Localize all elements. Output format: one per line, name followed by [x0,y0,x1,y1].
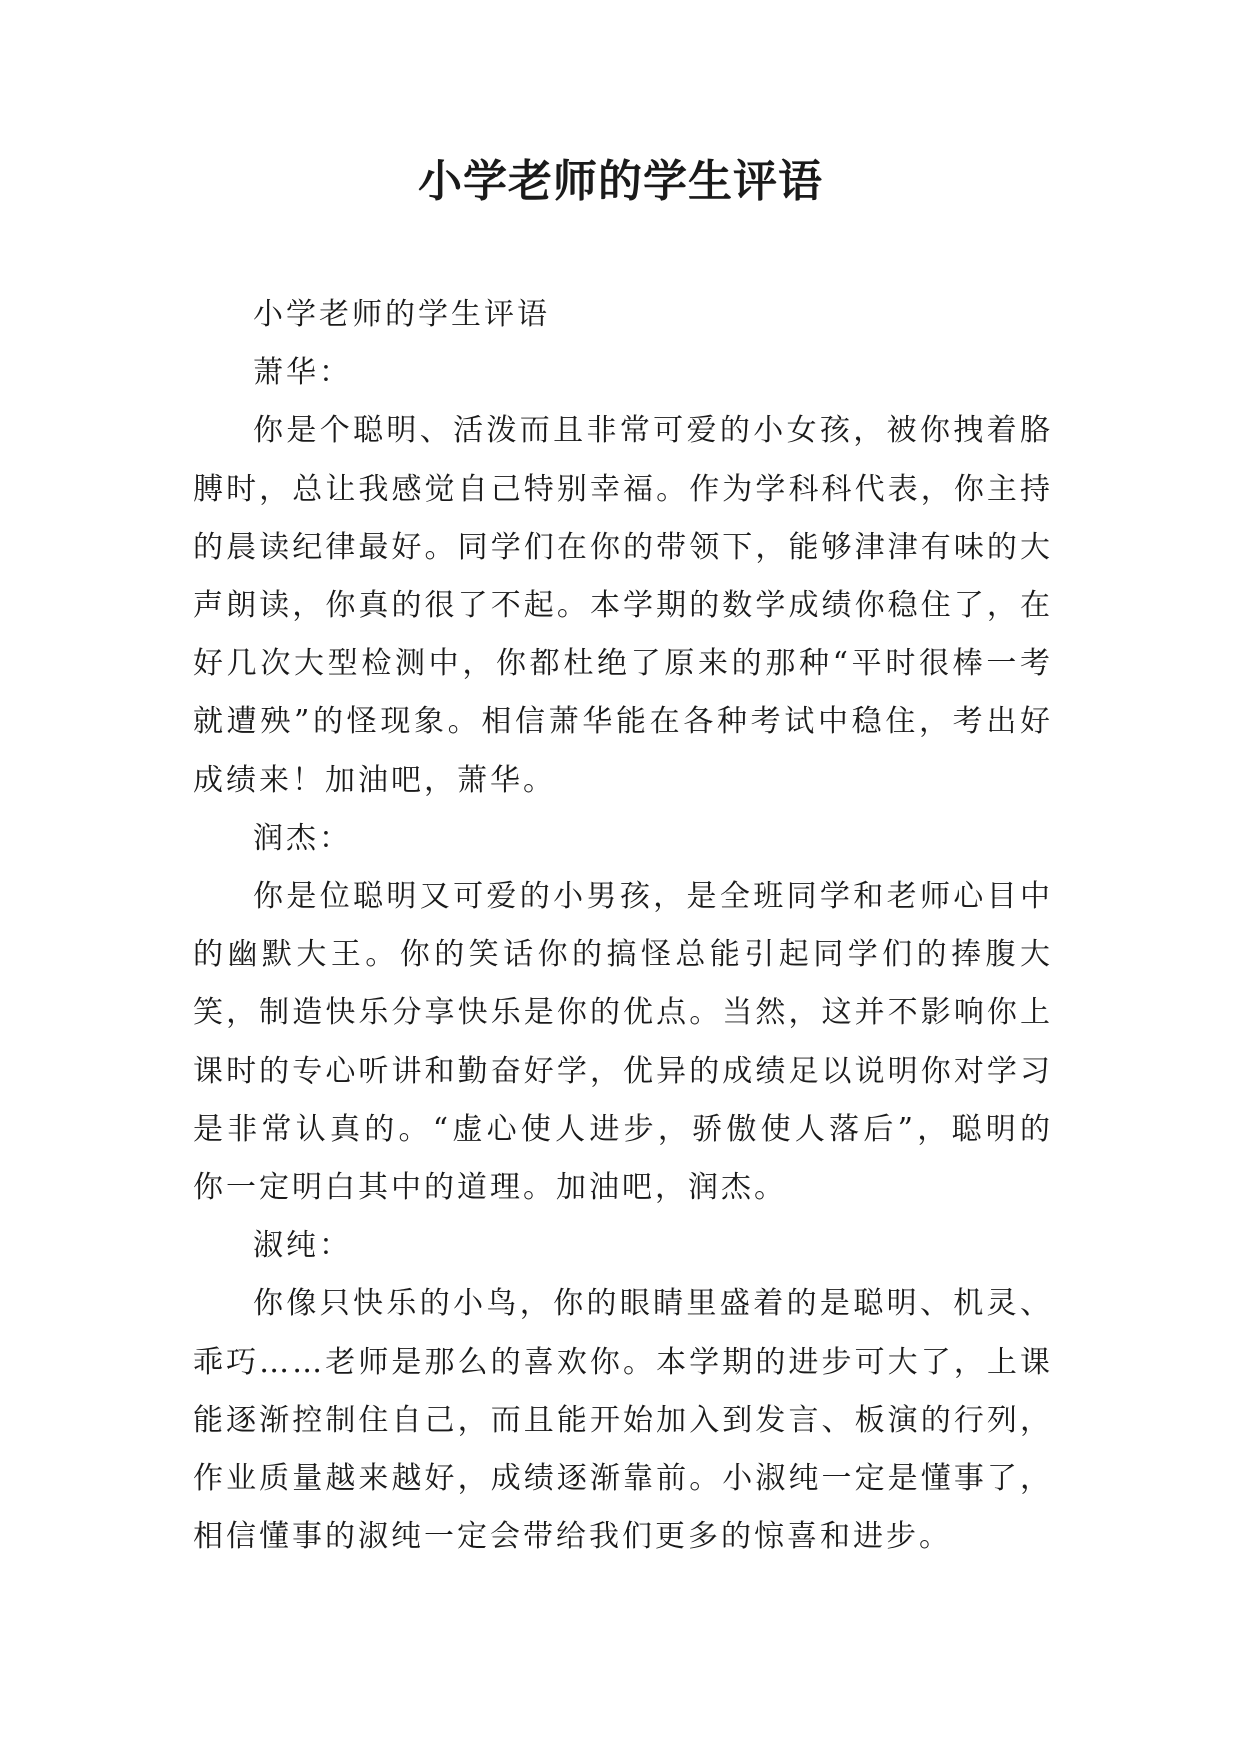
comment-paragraph-shuchun: 你像只快乐的小鸟，你的眼睛里盛着的是聪明、机灵、乖巧……老师是那么的喜欢你。本学期的进步可大了，上课能逐渐控制住自己，而且能开始加入到发言、板演的行列，作业质量越来越好，成绩逐渐靠前。小淑纯一定是懂事了，相信懂事的淑纯一定会带给我们更多的惊喜和进步。 [193,1286,1053,1555]
document-body [193,286,1053,1566]
student-name-runjie: 润杰： [253,820,352,856]
document-title: 小学老师的学生评语 [418,156,823,207]
comment-paragraph-xiaohua: 你是个聪明、活泼而且非常可爱的小女孩，被你拽着胳膊时，总让我感觉自己特别幸福。作为学科科代表，你主持的晨读纪律最好。同学们在你的带领下，能够津津有味的大声朗读，你真的很了不起。本学期的数学成绩你稳住了，在好几次大型检测中，你都杜绝了原来的那种“平时很棒一考就遭殃”的怪现象。相信萧华能在各种考试中稳住，考出好成绩来！加油吧，萧华。 [193,413,1053,798]
student-name-shuchun: 淑纯： [253,1228,352,1264]
comment-paragraph-runjie: 你是位聪明又可爱的小男孩，是全班同学和老师心目中的幽默大王。你的笑话你的搞怪总能引起同学们的捧腹大笑，制造快乐分享快乐是你的优点。当然，这并不影响你上课时的专心听讲和勤奋好学，优异的成绩足以说明你对学习是非常认真的。“虚心使人进步，骄傲使人落后”，聪明的你一定明白其中的道理。加油吧，润杰。 [193,879,1053,1206]
student-name-xiaohua: 萧华： [253,355,352,391]
subtitle-paragraph: 小学老师的学生评语 [253,297,550,332]
